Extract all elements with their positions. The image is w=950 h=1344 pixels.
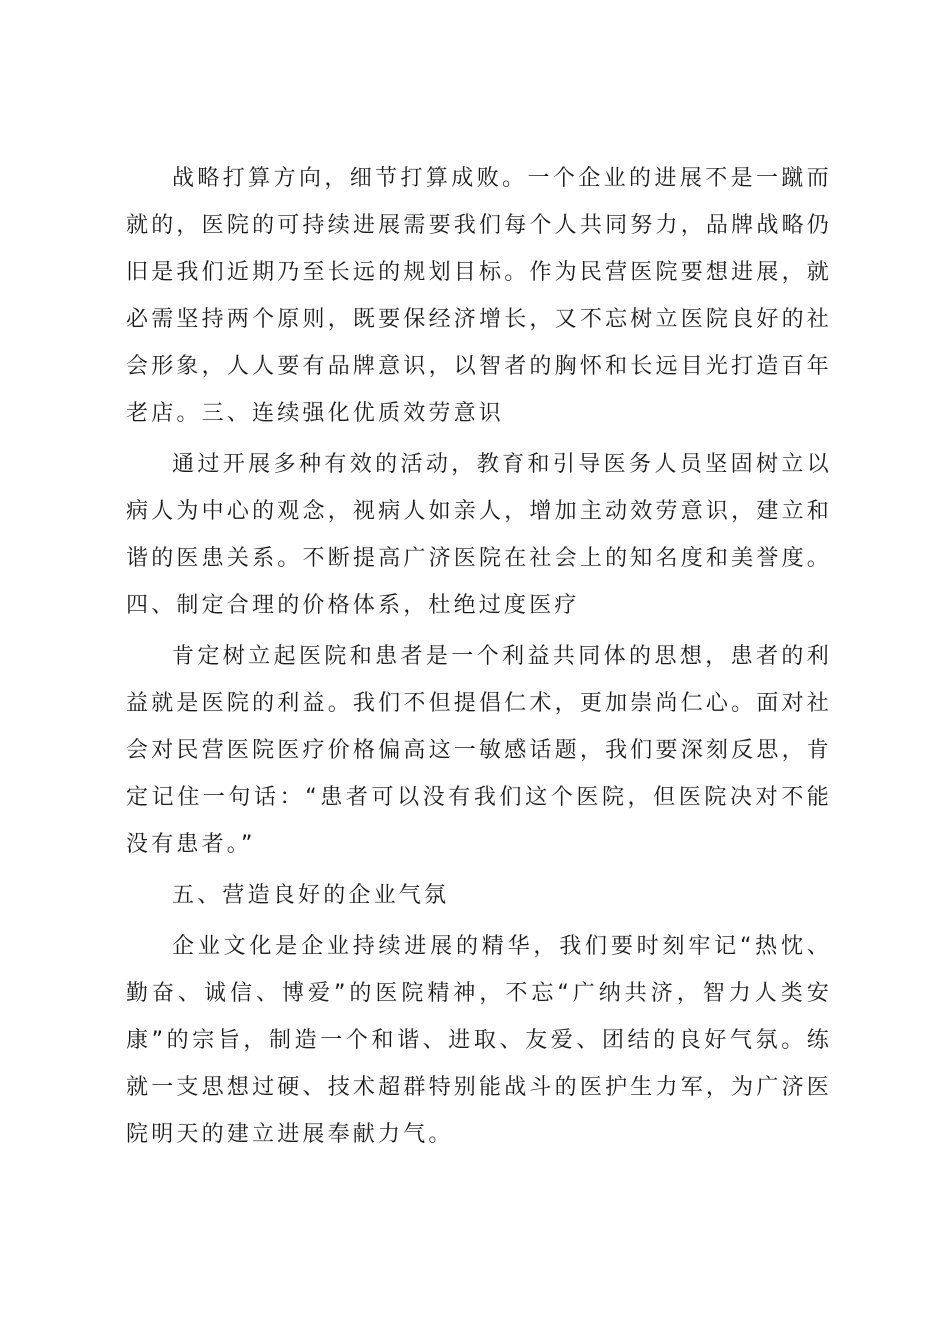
paragraph-pricing: 肯定树立起医院和患者是一个利益共同体的思想，患者的利益就是医院的利益。我们不但提倡仁术，更加崇尚仁心。面对社会对民营医院医疗价格偏高这一敏感话题，我们要深刻反思，肯定记住一句话：“患者可以没有我们这个医院，但医院决对不能没有患者。”: [126, 644, 832, 857]
paragraph-strategy: 战略打算方向，细节打算成败。一个企业的进展不是一蹴而就的，医院的可持续进展需要我们每个人共同努力，品牌战略仍旧是我们近期乃至长远的规划目标。作为民营医院要想进展，就必需坚持两个原则，既要保经济增长，又不忘树立医院良好的社会形象，人人要有品牌意识，以智者的胸怀和长远目光打造百年老店。三、连续强化优质效劳意识: [126, 166, 832, 426]
section-heading-atmosphere: 五、营造良好的企业气氛: [172, 883, 450, 908]
document-body: [126, 155, 832, 1162]
paragraph-service: 通过开展多种有效的活动，教育和引导医务人员坚固树立以病人为中心的观念，视病人如亲人，增加主动效劳意识，建立和谐的医患关系。不断提高广济医院在社会上的知名度和美誉度。四、制定合理的价格体系，杜绝过度医疗: [126, 452, 832, 618]
paragraph-culture: 企业文化是企业持续进展的精华，我们要时刻牢记“热忱、勤奋、诚信、博爱”的医院精神，不忘“广纳共济，智力人类安康”的宗旨，制造一个和谐、进取、友爱、团结的良好气氛。练就一支思想过硬、技术超群特别能战斗的医护生力军，为广济医院明天的建立进展奉献力气。: [126, 934, 832, 1147]
